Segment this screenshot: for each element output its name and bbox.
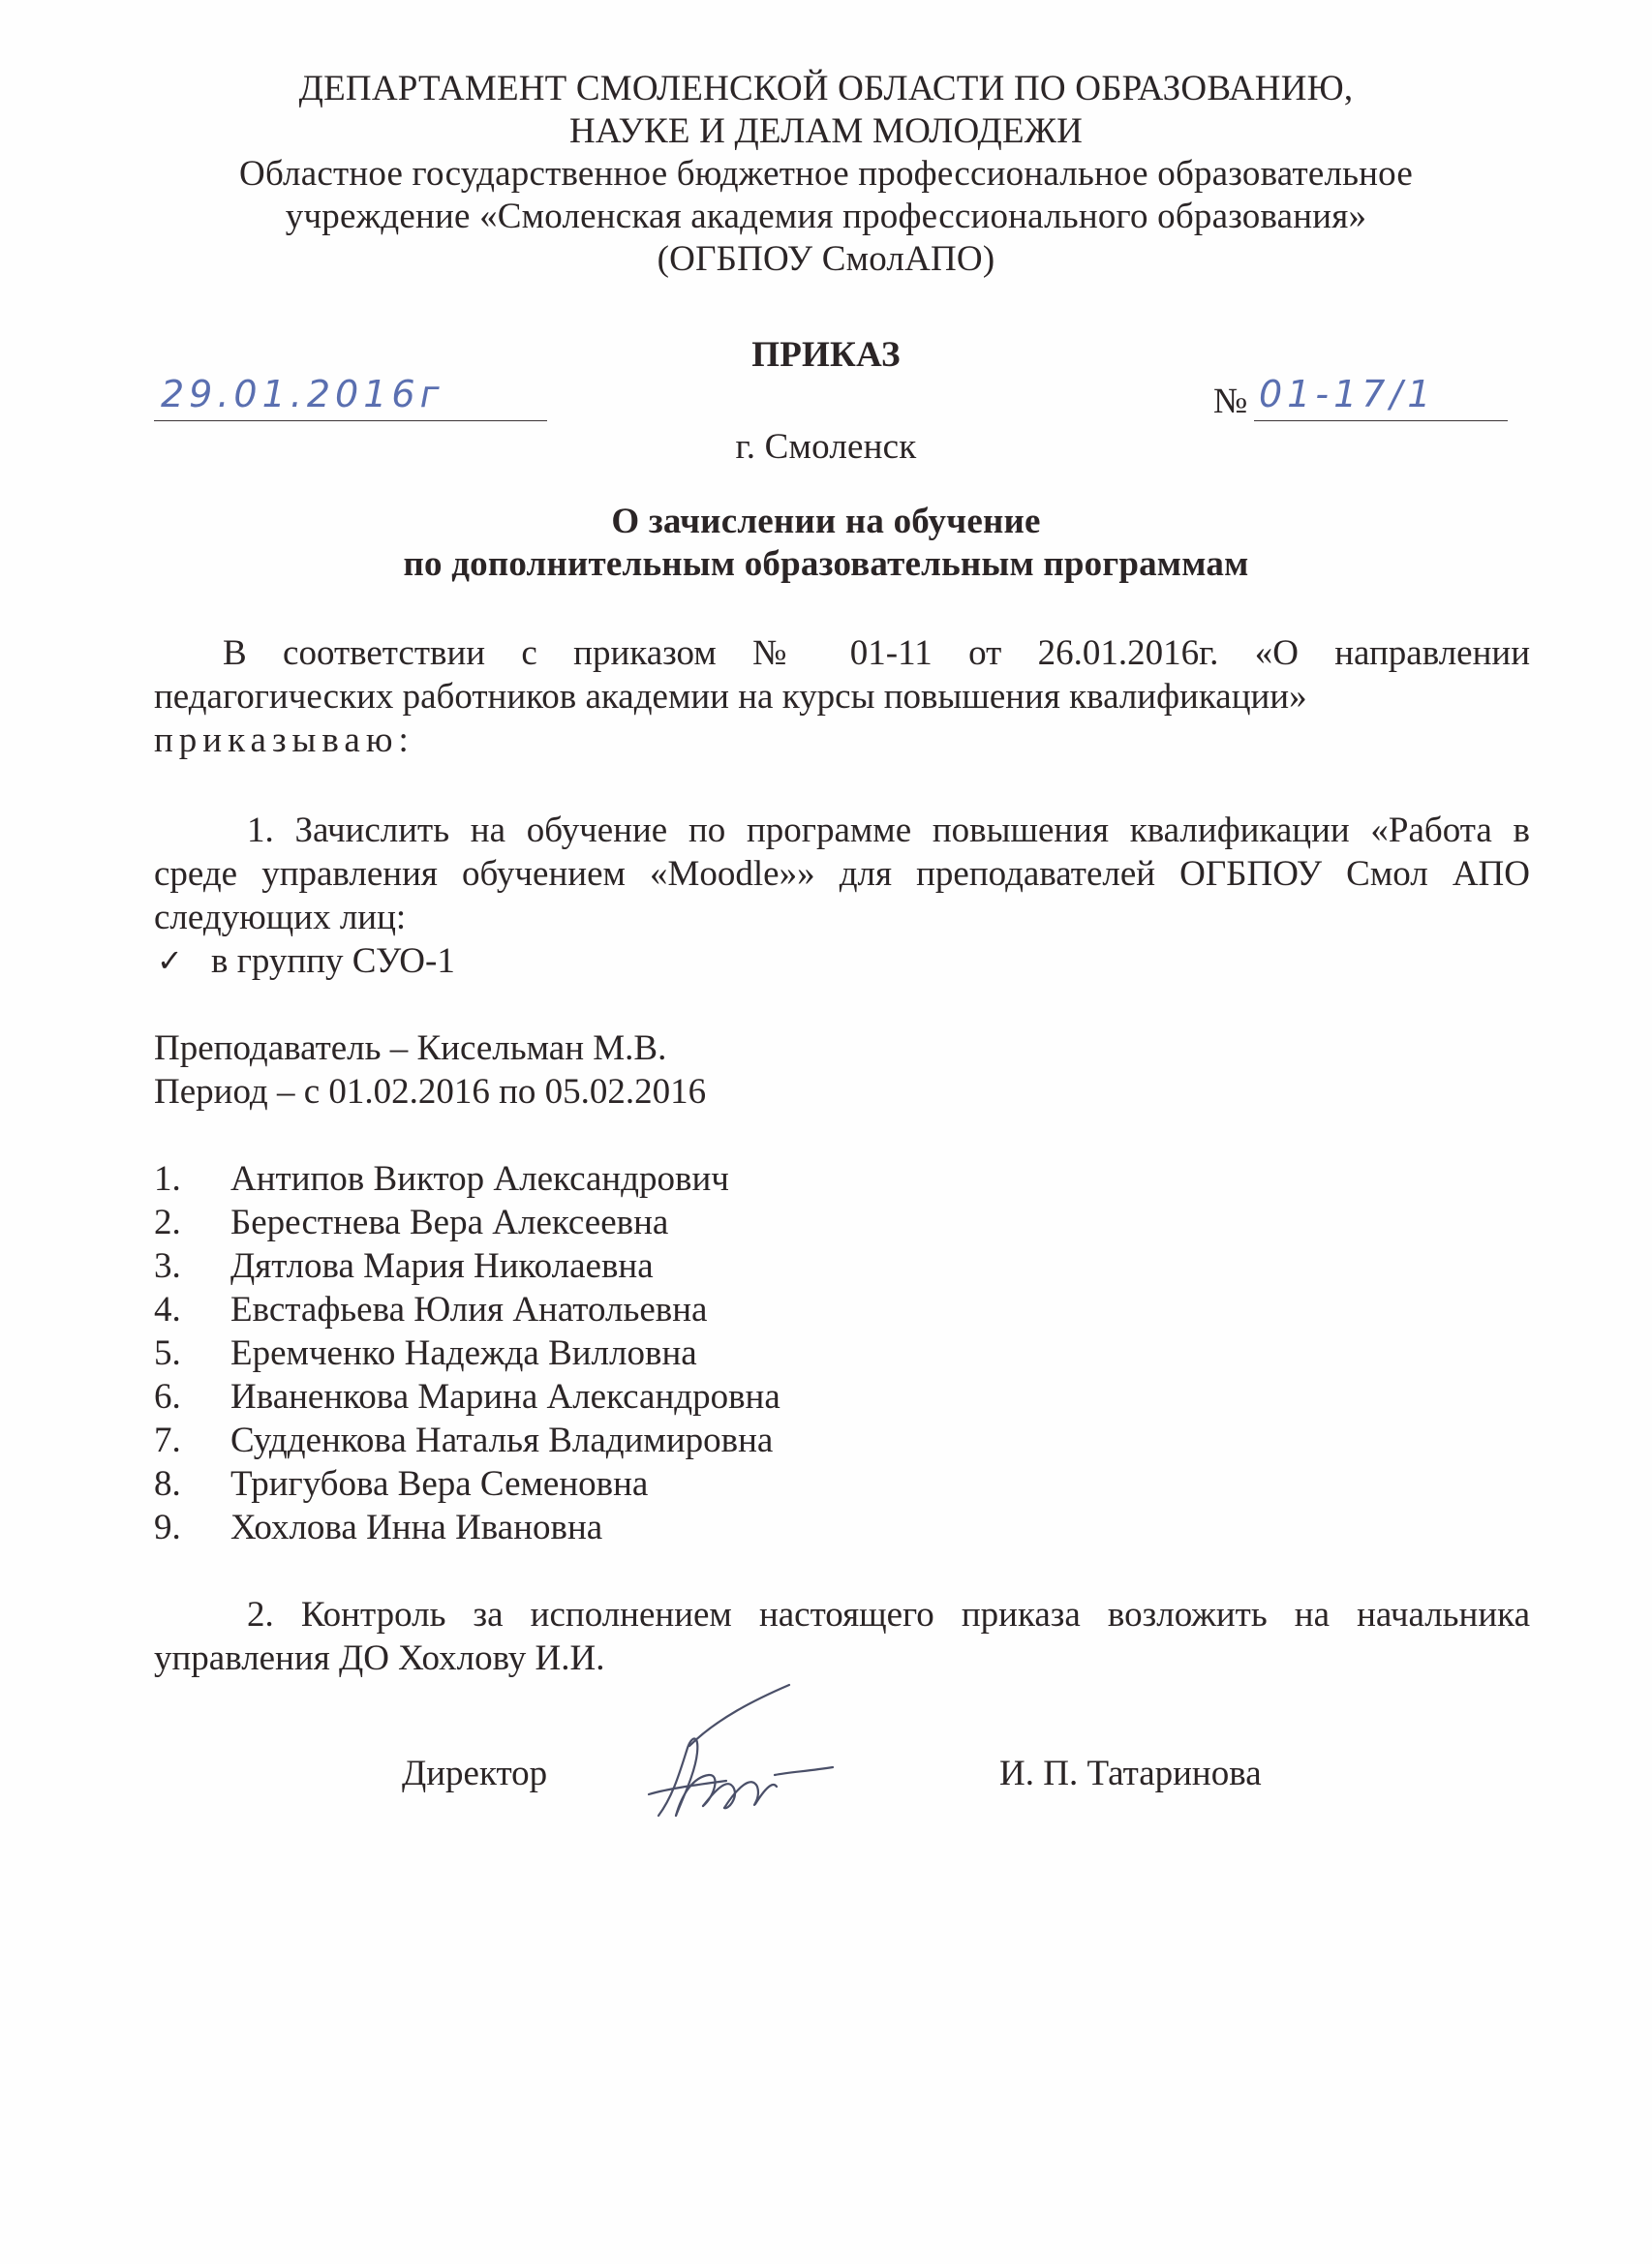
checkmark-icon: ✓	[157, 942, 183, 979]
order-number: 01-17/1	[1259, 373, 1436, 415]
list-item-name: Дятлова Мария Николаевна	[230, 1246, 654, 1286]
department-name-line1: ДЕПАРТАМЕНТ СМОЛЕНСКОЙ ОБЛАСТИ ПО ОБРАЗОВАНИЮ,	[298, 69, 1354, 108]
order-title: ПРИКАЗ	[751, 335, 901, 375]
list-item-number: 7.	[154, 1421, 181, 1460]
teacher-line: Преподаватель – Кисельман М.В.	[154, 1028, 667, 1068]
list-item-name: Тригубова Вера Семеновна	[230, 1464, 649, 1504]
signatory-position: Директор	[402, 1754, 548, 1793]
item1-line1: 1. Зачислить на обучение по программе повышения квалификации «Работа в	[247, 811, 1530, 850]
list-item-number: 2.	[154, 1203, 181, 1242]
number-underline	[1254, 420, 1508, 421]
list-item-number: 8.	[154, 1464, 181, 1504]
item1-line3: следующих лиц:	[154, 898, 407, 937]
order-date: 29.01.2016г	[161, 373, 444, 415]
institution-abbreviation: (ОГБПОУ СмолАПО)	[657, 239, 995, 279]
list-item-name: Иваненкова Марина Александровна	[230, 1377, 780, 1417]
order-subject-line2: по дополнительным образовательным программам	[403, 544, 1249, 584]
signature-image	[620, 1680, 842, 1835]
department-name-line2: НАУКЕ И ДЕЛАМ МОЛОДЕЖИ	[568, 111, 1084, 151]
list-item-name: Антипов Виктор Александрович	[230, 1159, 729, 1199]
preamble-line1: В соответствии с приказом № 01-11 от 26.01.2016г. «О направлении	[223, 633, 1530, 673]
list-item-number: 1.	[154, 1159, 181, 1199]
list-item-name: Судденкова Наталья Владимировна	[230, 1421, 774, 1460]
preamble-line3: приказываю:	[154, 720, 414, 760]
period-line: Период – с 01.02.2016 по 05.02.2016	[154, 1072, 707, 1112]
list-item-name: Берестнева Вера Алексеевна	[230, 1203, 669, 1242]
order-city: г. Смоленск	[735, 427, 917, 467]
item1-line2: среде управления обучением «Moodle»» для преподавателей ОГБПОУ Смол АПО	[154, 854, 1530, 894]
order-subject-line1: О зачислении на обучение	[611, 502, 1041, 541]
list-item-number: 9.	[154, 1508, 181, 1547]
list-item-number: 5.	[154, 1333, 181, 1373]
item2-line2: управления ДО Хохлову И.И.	[154, 1638, 605, 1678]
order-number-label: №	[1213, 382, 1248, 421]
group-name: в группу СУО-1	[211, 941, 455, 981]
list-item-name: Хохлова Инна Ивановна	[230, 1508, 603, 1547]
list-item-name: Еремченко Надежда Вилловна	[230, 1333, 697, 1373]
list-item-number: 6.	[154, 1377, 181, 1417]
institution-name-line2: учреждение «Смоленская академия профессионального образования»	[285, 197, 1367, 236]
item2-line1: 2. Контроль за исполнением настоящего приказа возложить на начальника	[247, 1595, 1530, 1635]
list-item-number: 3.	[154, 1246, 181, 1286]
signatory-name: И. П. Татаринова	[999, 1754, 1262, 1793]
institution-name-line1: Областное государственное бюджетное профессиональное образовательное	[239, 154, 1413, 194]
date-underline	[154, 420, 547, 421]
preamble-line2: педагогических работников академии на курсы повышения квалификации»	[154, 677, 1307, 717]
list-item-number: 4.	[154, 1290, 181, 1330]
list-item-name: Евстафьева Юлия Анатольевна	[230, 1290, 708, 1330]
